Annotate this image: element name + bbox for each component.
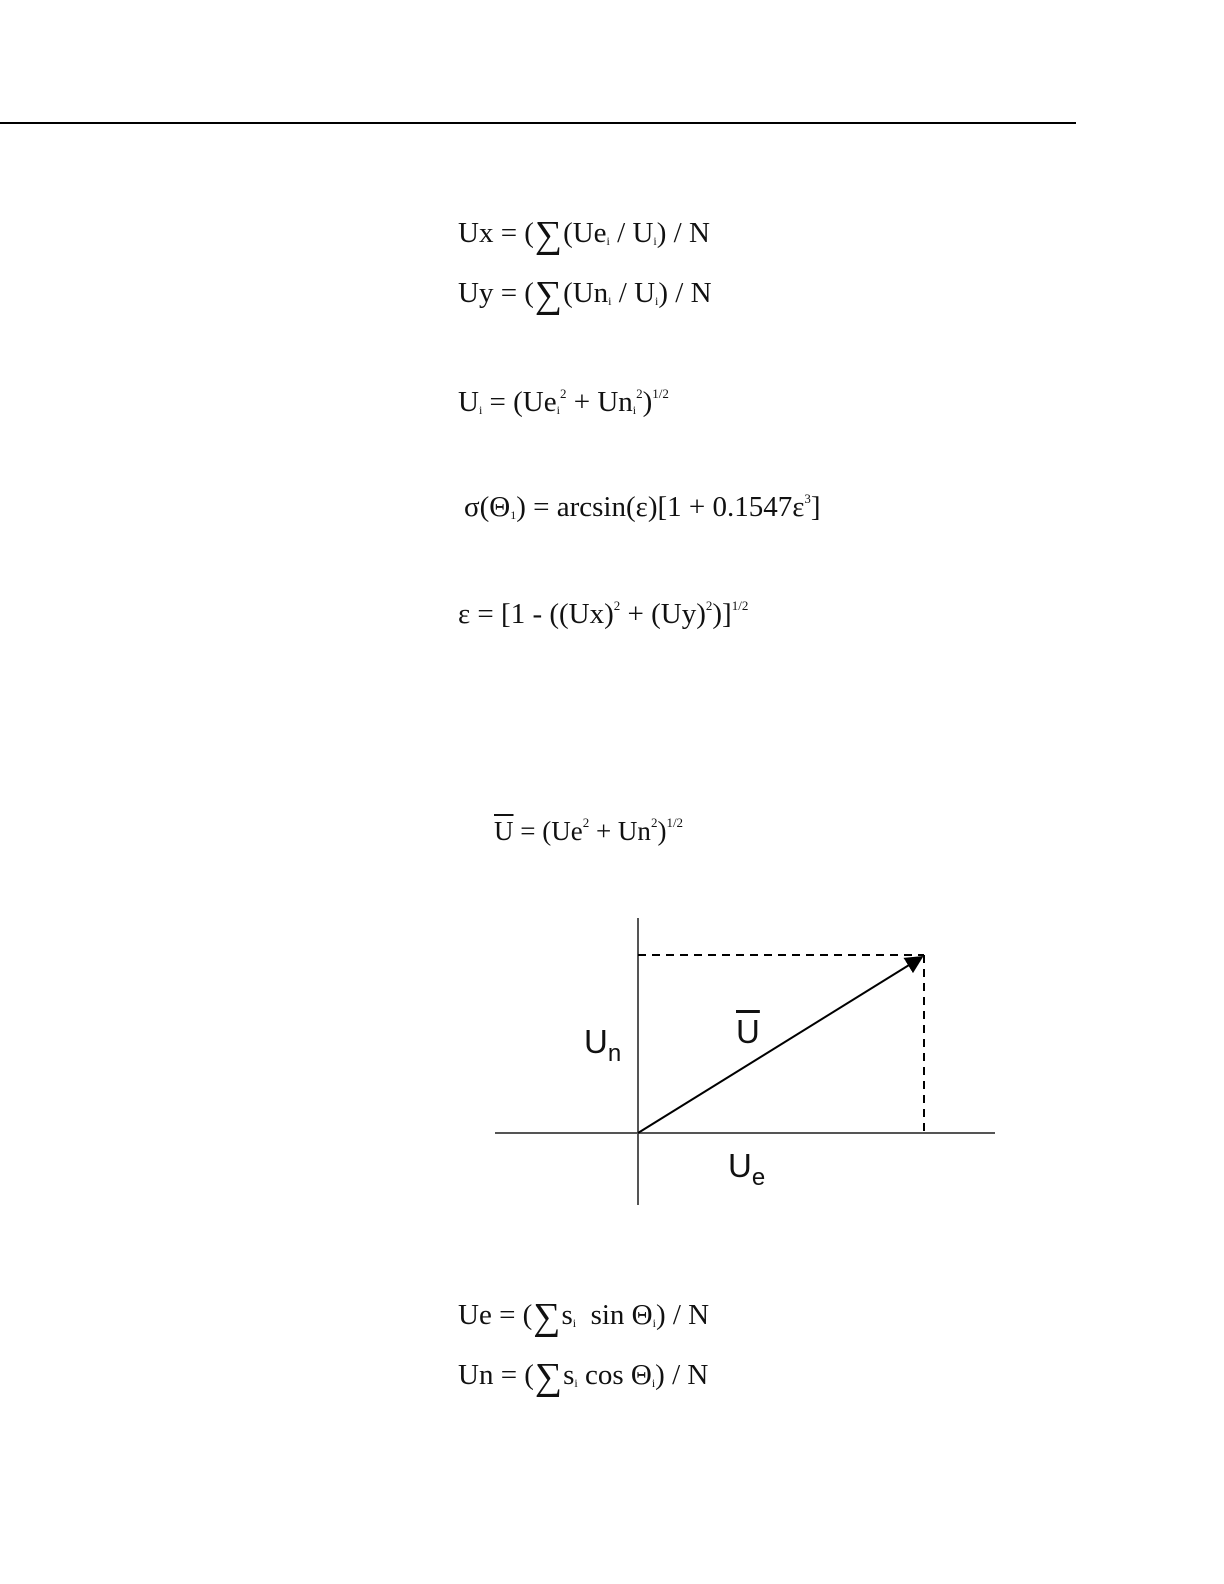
eq-superscript: 2: [582, 815, 590, 830]
eq-term: ) = arcsin(ε)[1 + 0.1547ε: [516, 491, 805, 523]
eq-term: s: [561, 1299, 573, 1331]
header-rule: [0, 122, 1076, 124]
eq-subscript: 1: [510, 508, 517, 522]
eq-term: + Un: [566, 386, 633, 418]
eq-equals: = (: [491, 1299, 533, 1331]
equation-ue: [458, 1296, 710, 1338]
eq-term: ) / N: [655, 1359, 709, 1391]
sigma-symbol: ∑: [534, 274, 563, 316]
sigma-symbol: ∑: [534, 214, 563, 256]
eq-superscript: 3: [804, 491, 811, 506]
ubar-label: $\overline{U}$: [736, 1013, 760, 1050]
eq-term: / U: [609, 217, 654, 249]
eq-superscript: 1/2: [731, 598, 749, 613]
eq-term: sin Θ: [576, 1299, 653, 1331]
eq-lhs: U: [458, 386, 479, 418]
eq-term: )]: [712, 598, 732, 630]
eq-term: ): [642, 386, 653, 418]
eq-superscript: 2: [650, 815, 658, 830]
eq-lhs: Ue: [458, 1299, 492, 1331]
eq-subscript: i: [574, 1376, 578, 1390]
ue-label-text: U: [728, 1147, 752, 1184]
equation-un: [458, 1356, 709, 1398]
eq-term: (Ue: [563, 217, 607, 249]
ue-label-sub: e: [751, 1164, 766, 1191]
eq-lhs: Uy: [458, 277, 494, 309]
eq-subscript: i: [652, 1316, 656, 1330]
equation-uy: [458, 274, 712, 316]
equation-ui: [458, 385, 669, 419]
equation-epsilon: [458, 597, 748, 631]
eq-equals: = (: [493, 217, 534, 249]
eq-term: σ(Θ: [464, 491, 511, 523]
sigma-symbol: ∑: [533, 1296, 561, 1338]
eq-equals: = (: [493, 277, 534, 309]
eq-term: (Un: [563, 277, 609, 309]
eq-term: ) / N: [658, 277, 712, 309]
equation-sigma-theta: [464, 490, 821, 524]
eq-term: ε = [1 - ((Ux): [458, 598, 614, 630]
ue-label: [728, 1147, 766, 1191]
eq-subscript: i: [608, 294, 612, 308]
resultant-vector-arrow: [638, 957, 922, 1133]
eq-lhs: Un: [458, 1359, 494, 1391]
un-label-sub: n: [607, 1040, 622, 1067]
eq-superscript: 2: [636, 386, 643, 401]
eq-term: ) / N: [655, 1299, 710, 1331]
vector-diagram: [480, 910, 1010, 1220]
eq-term: s: [563, 1359, 575, 1391]
eq-subscript: i: [632, 403, 637, 417]
eq-term: ): [657, 816, 667, 846]
sigma-symbol: ∑: [534, 1356, 563, 1398]
eq-term: + Un: [589, 816, 651, 846]
eq-subscript: i: [653, 234, 657, 248]
eq-superscript: 2: [613, 598, 621, 613]
eq-superscript: 2: [559, 386, 567, 401]
eq-superscript: 2: [705, 598, 713, 613]
eq-term: + (Uy): [620, 598, 706, 630]
eq-term: = (Ue: [482, 386, 557, 418]
eq-superscript: 1/2: [652, 386, 669, 401]
eq-equals: = (: [493, 1359, 534, 1391]
eq-term: ) / N: [656, 217, 710, 249]
eq-lhs: Ux: [458, 217, 494, 249]
equation-ubar: [494, 814, 683, 848]
eq-term: / U: [611, 277, 656, 309]
eq-subscript: i: [572, 1316, 577, 1330]
un-label-text: U: [584, 1023, 608, 1060]
eq-term: = (Ue: [513, 816, 583, 846]
eq-term: cos Θ: [577, 1359, 652, 1391]
un-label: [584, 1023, 622, 1067]
equation-ux: [458, 214, 710, 256]
eq-lhs-ubar: $\overline{U}$: [494, 816, 514, 846]
eq-subscript: i: [651, 1376, 656, 1390]
eq-subscript: i: [556, 403, 560, 417]
eq-subscript: i: [478, 403, 483, 417]
eq-subscript: i: [606, 234, 610, 248]
eq-superscript: 1/2: [666, 815, 684, 830]
eq-subscript: i: [655, 294, 659, 308]
eq-term: ]: [810, 491, 821, 523]
